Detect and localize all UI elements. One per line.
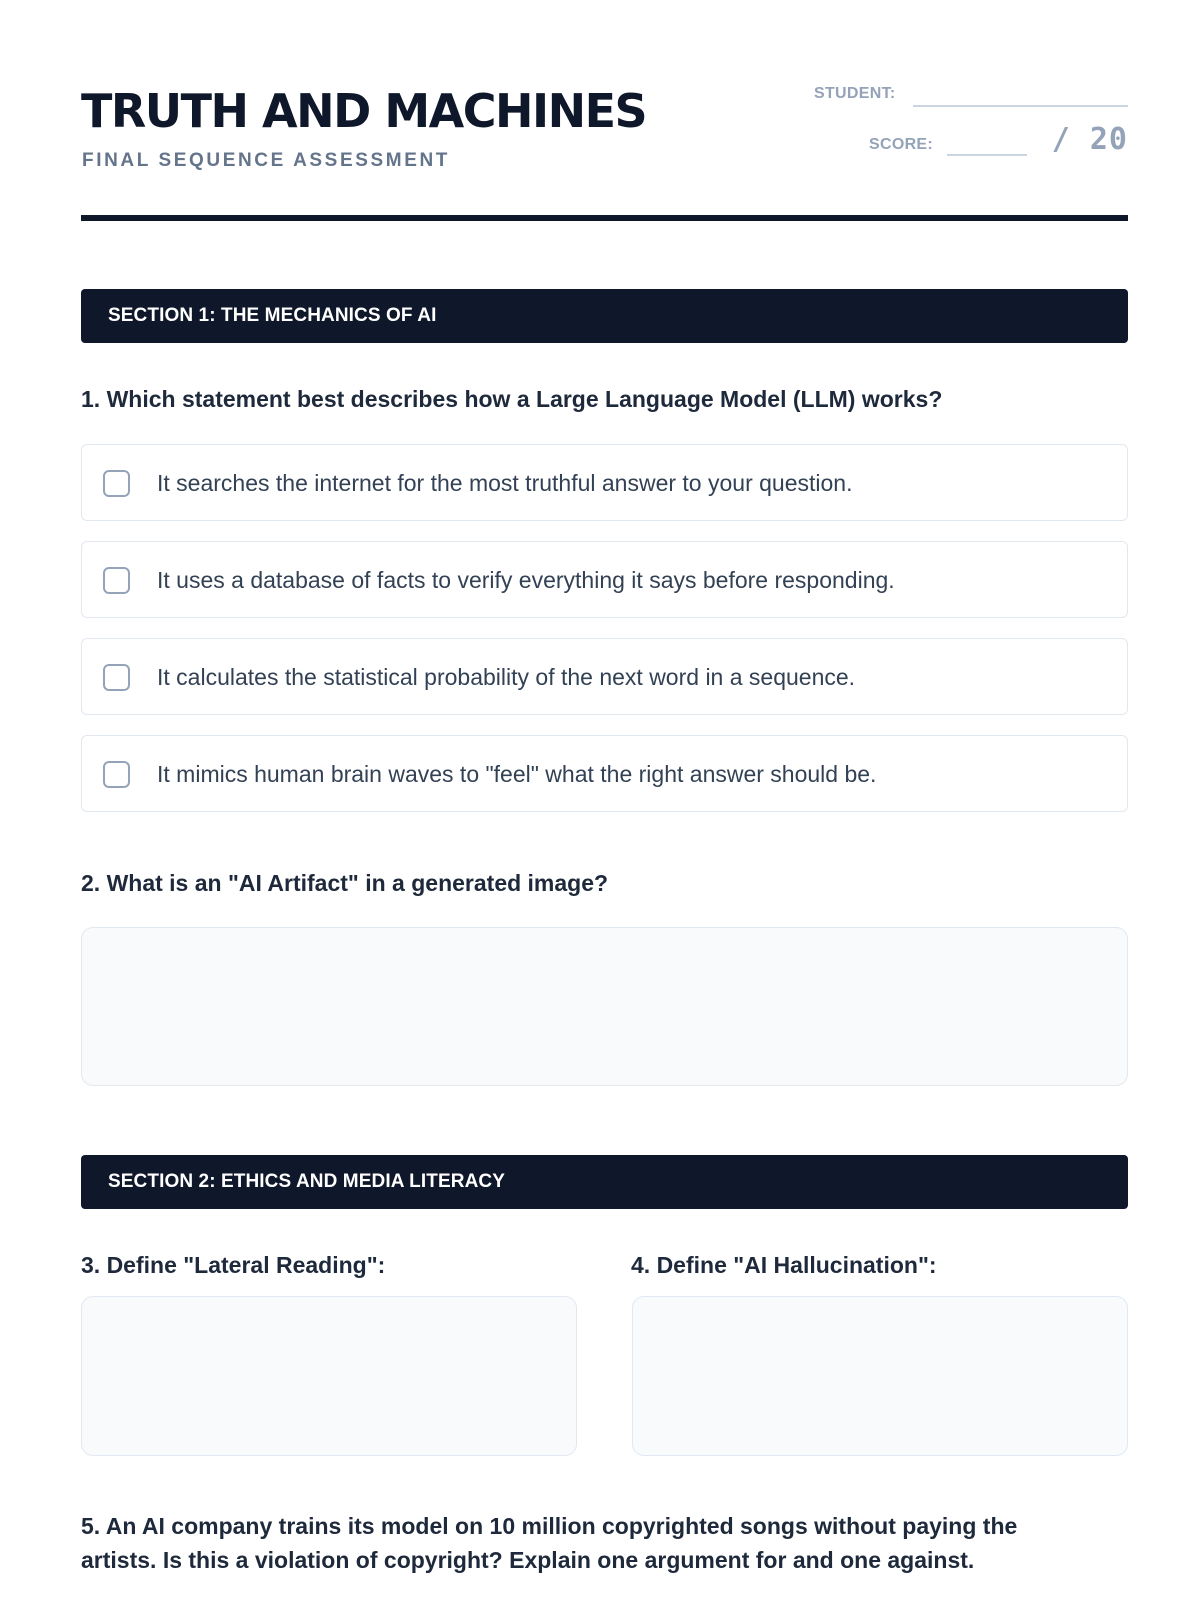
question-1-option-a[interactable] [81, 444, 1128, 521]
section-1-banner: SECTION 1: THE MECHANICS OF AI [81, 289, 1128, 343]
question-2-answer-box[interactable] [81, 927, 1128, 1086]
assessment-page [81, 0, 1128, 1573]
section-2-banner: SECTION 2: ETHICS AND MEDIA LITERACY [81, 1155, 1128, 1209]
option-label: It calculates the statistical probability of the next word in a sequence. [157, 664, 856, 690]
question-4: 4. Define "AI Hallucination": [631, 1252, 937, 1278]
student-name-field[interactable] [913, 105, 1128, 107]
checkbox[interactable] [103, 567, 130, 594]
score-field[interactable] [947, 154, 1027, 156]
page-title: TRUTH AND MACHINES [81, 84, 647, 138]
question-4-answer-box[interactable] [632, 1296, 1128, 1456]
question-5-line-2: artists. Is this a violation of copyright? Explain one argument for and one against. [81, 1547, 975, 1573]
question-2: 2. What is an "AI Artifact" in a generated image? [81, 870, 609, 896]
score-label: SCORE: [869, 136, 934, 153]
option-label: It uses a database of facts to verify everything it says before responding. [157, 567, 895, 593]
student-label: STUDENT: [814, 85, 896, 102]
question-1-option-d[interactable] [81, 735, 1128, 812]
question-3-answer-box[interactable] [81, 1296, 577, 1456]
checkbox[interactable] [103, 664, 130, 691]
checkbox[interactable] [103, 470, 130, 497]
checkbox[interactable] [103, 761, 130, 788]
question-1-option-c[interactable] [81, 638, 1128, 715]
question-5-line-1: 5. An AI company trains its model on 10 million copyrighted songs without paying the [81, 1513, 1018, 1539]
page-subtitle: FINAL SEQUENCE ASSESSMENT [82, 150, 450, 171]
option-label: It searches the internet for the most truthful answer to your question. [157, 470, 853, 496]
score-total: / 20 [1051, 122, 1128, 157]
question-1: 1. Which statement best describes how a Large Language Model (LLM) works? [81, 386, 943, 412]
header-divider [81, 215, 1128, 221]
question-1-option-b[interactable] [81, 541, 1128, 618]
header [81, 0, 1128, 222]
question-3: 3. Define "Lateral Reading": [81, 1252, 386, 1278]
option-label: It mimics human brain waves to "feel" what the right answer should be. [157, 761, 877, 787]
